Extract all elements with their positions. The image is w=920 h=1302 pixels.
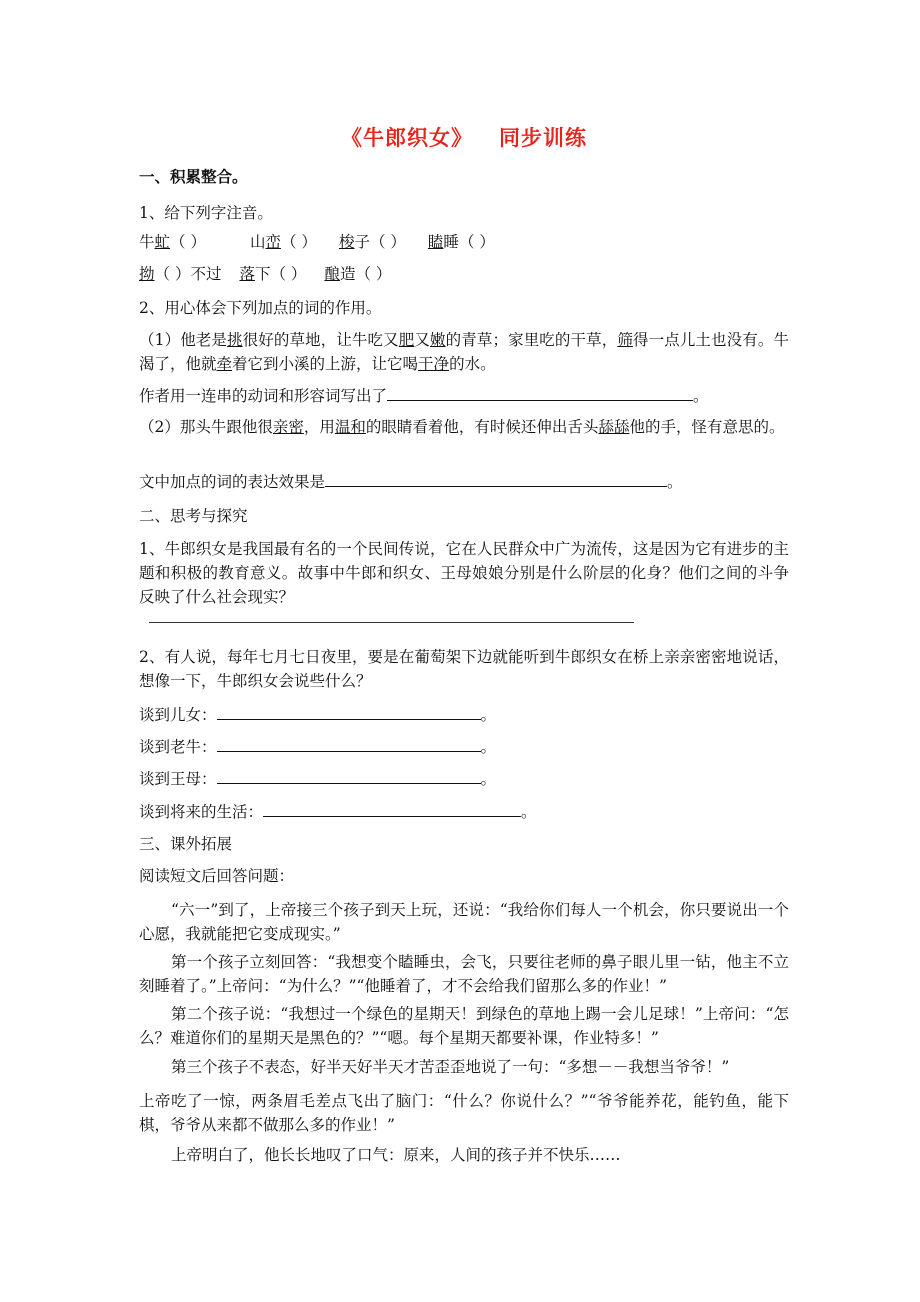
answer-line-2: 文中加点的词的表达效果是 。 — [139, 473, 683, 491]
question-1-2: 2、用心体会下列加点的词的作用。 — [139, 299, 382, 317]
question-2-2: 2、有人说，每年七月七日夜里，要是在葡萄架下边就能听到牛郎织女在桥上亲亲密密地说话，想像一下，牛郎织女会说些什么？ — [139, 648, 789, 690]
pinyin-item: 梭子（ ） — [338, 233, 406, 251]
title-main: 《牛郎织女》 — [341, 126, 473, 150]
passage-1: （1）他老是挑很好的草地，让牛吃又肥又嫩的青草；家里吃的干草，筛得一点儿土也没有。牛渴了，他就牵着它到小溪的上游，让它喝干净的水。 — [139, 331, 789, 373]
section-2-heading: 二、思考与探究 — [139, 507, 248, 525]
answer-blank[interactable] — [387, 386, 693, 401]
pinyin-item: 拗（ ）不过 — [139, 265, 222, 283]
answer-line-1: 作者用一连串的动词和形容词写出了 。 — [139, 387, 709, 405]
talk-line-1: 谈到儿女： 。 — [139, 706, 497, 724]
section-1-heading: 一、积累整合。 — [139, 168, 248, 186]
answer-blank[interactable] — [217, 705, 481, 720]
page-title — [139, 122, 789, 152]
story-paragraph: 第一个孩子立刻回答：“我想变个瞌睡虫，会飞，只要往老师的鼻子眼儿里一钻，他主不立刻睡着了。”上帝问：“为什么？”“他睡着了，才不会给我们留那么多的作业！” — [139, 953, 789, 995]
reading-intro: 阅读短文后回答问题： — [139, 867, 295, 885]
passage-2: （2）那头牛跟他很亲密，用温和的眼睛看着他，有时候还伸出舌头舔舔他的手，怪有意思的。 — [139, 418, 785, 436]
pinyin-row-2 — [139, 262, 397, 286]
story-paragraph: “六一”到了，上帝接三个孩子到天上玩，还说：“我给你们每人一个机会，你只要说出一个心愿，我就能把它变成现实。” — [139, 901, 789, 943]
title-sub: 同步训练 — [499, 126, 587, 150]
question-1-1: 1、给下列字注音。 — [139, 204, 273, 222]
pinyin-item: 牛虻（ ） — [139, 233, 206, 251]
answer-blank[interactable] — [325, 472, 667, 487]
story-paragraph: 第二个孩子说：“我想过一个绿色的星期天！到绿色的草地上踢一会儿足球！”上帝问：“怎么？难道你们的星期天是黑色的？”“嗯。每个星期天都要补课，作业特多！” — [139, 1005, 789, 1047]
pinyin-row-1 — [139, 230, 501, 254]
answer-blank[interactable] — [217, 769, 481, 784]
talk-line-3: 谈到王母： 。 — [139, 770, 497, 788]
story-paragraph: 第三个孩子不表态，好半天好半天才苦歪歪地说了一句：“多想－－我想当爷爷！” — [171, 1058, 730, 1076]
story-paragraph: 上帝吃了一惊，两条眉毛差点飞出了脑门：“什么？你说什么？”“爷爷能养花，能钓鱼，能下棋，爷爷从来都不做那么多的作业！” — [139, 1092, 789, 1134]
question-2-1: 1、牛郎织女是我国最有名的一个民间传说，它在人民群众中广为流传，这是因为它有进步的主题和积极的教育意义。故事中牛郎和织女、王母娘娘分别是什么阶层的化身？他们之间的斗争反映了什么社会现实？ — [139, 540, 789, 606]
answer-rule[interactable] — [149, 622, 634, 623]
answer-blank[interactable] — [263, 802, 521, 817]
talk-line-2: 谈到老牛： 。 — [139, 738, 497, 756]
story-paragraph: 上帝明白了，他长长地叹了口气：原来，人间的孩子并不快乐…… — [171, 1146, 621, 1164]
pinyin-item: 落下（ ） — [239, 265, 307, 283]
answer-blank[interactable] — [217, 737, 481, 752]
talk-line-4: 谈到将来的生活： 。 — [139, 803, 537, 821]
pinyin-item: 瞌睡（ ） — [427, 233, 495, 251]
section-3-heading: 三、课外拓展 — [139, 835, 233, 853]
pinyin-item: 酿造（ ） — [324, 265, 392, 283]
pinyin-item: 山峦（ ） — [249, 233, 317, 251]
